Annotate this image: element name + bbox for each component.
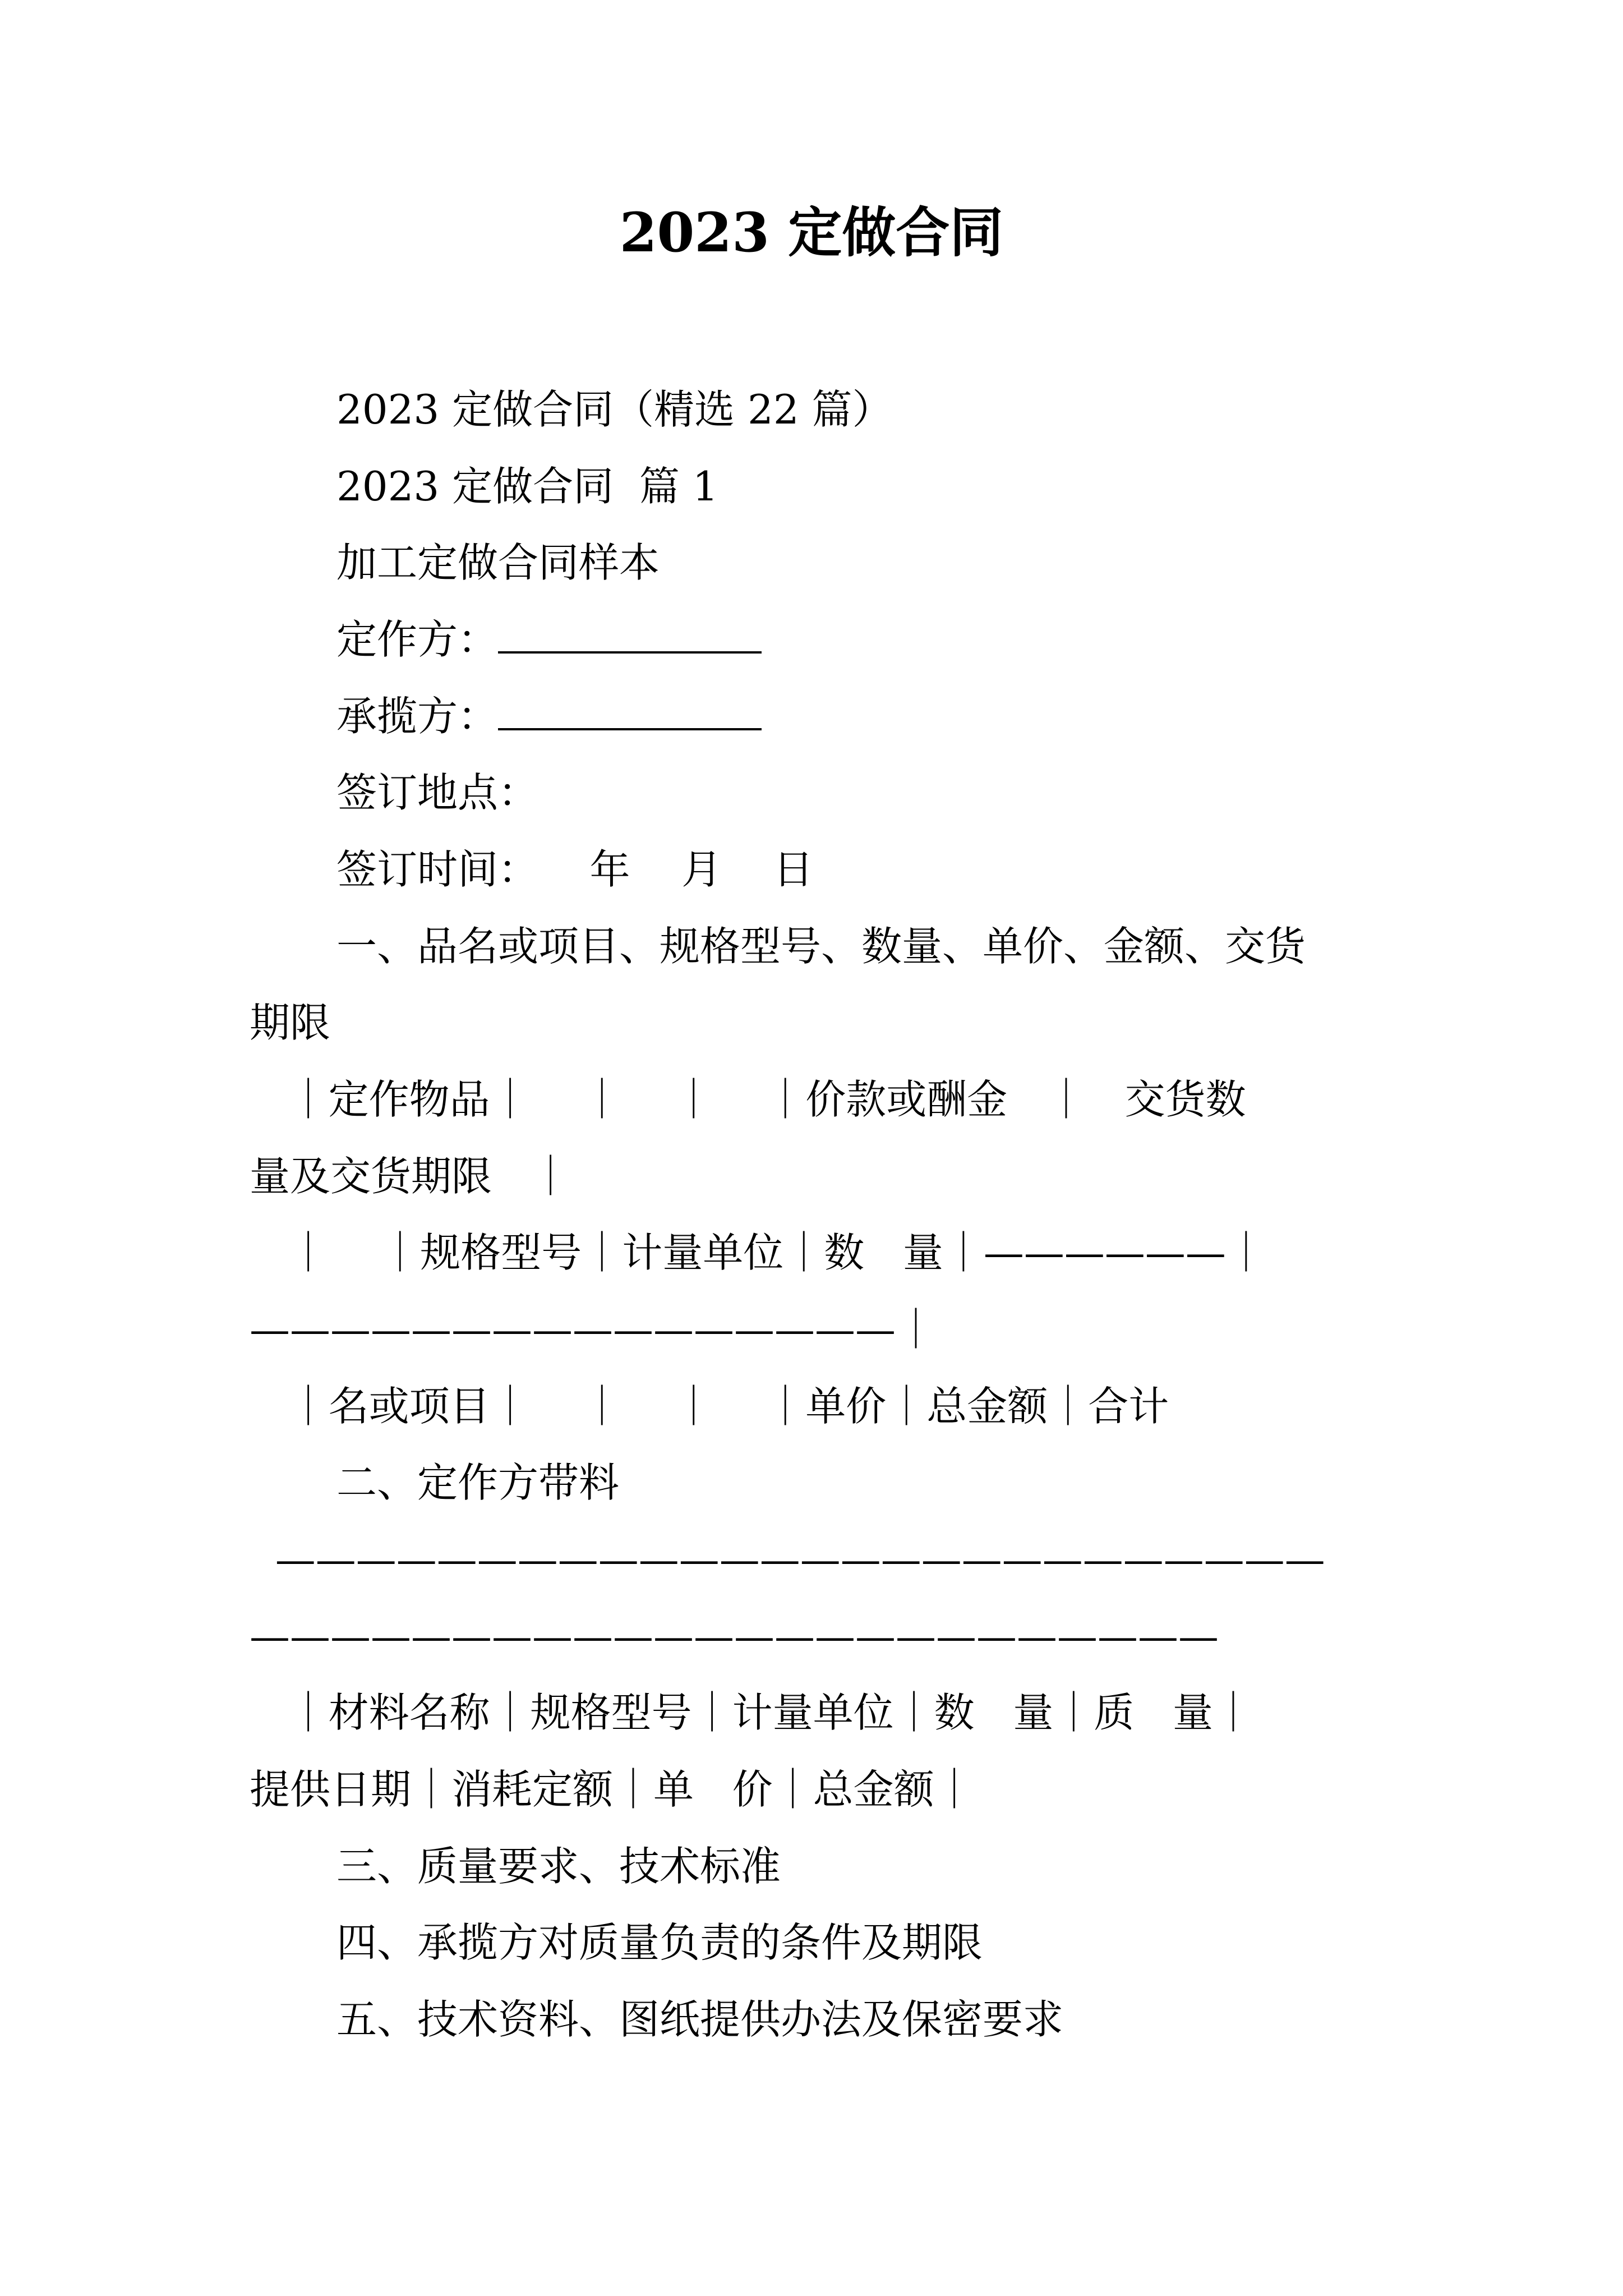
table-1-row-2-continued: ————————————————｜ bbox=[250, 1306, 936, 1353]
clause-3-line: 三、质量要求、技术标准 bbox=[336, 1843, 781, 1890]
table-2-rule: —————————————————————————— bbox=[250, 1536, 1325, 1583]
clause-1-line: 一、品名或项目、规格型号、数量、单价、金额、交货 bbox=[336, 923, 1306, 970]
subtitle-line: 2023 定做合同（精选 22 篇） bbox=[336, 386, 893, 433]
clause-5-line: 五、技术资料、图纸提供办法及保密要求 bbox=[336, 1996, 1064, 2043]
client-field bbox=[336, 614, 762, 665]
clause-4-line: 四、承揽方对质量负责的条件及期限 bbox=[336, 1919, 983, 1966]
contractor-blank bbox=[498, 693, 762, 730]
table-2-header: ｜材料名称｜规格型号｜计量单位｜数 量｜质 量｜ bbox=[250, 1689, 1253, 1736]
table-1-row-1-continued: 量及交货期限 ｜ bbox=[250, 1153, 571, 1200]
clause-2-line: 二、定作方带料 bbox=[336, 1459, 620, 1506]
table-1-row-1: ｜定作物品｜ ｜ ｜ ｜价款或酬金 ｜ 交货数 bbox=[250, 1076, 1246, 1123]
client-blank bbox=[498, 616, 762, 654]
section-heading: 2023 定做合同 篇 1 bbox=[336, 463, 718, 510]
table-2-rule-continued: ———————————————————————— bbox=[250, 1613, 1219, 1660]
signing-date-line: 签订时间： 年 月 日 bbox=[336, 846, 814, 893]
signing-place-line: 签订地点： bbox=[336, 769, 539, 816]
sample-heading: 加工定做合同样本 bbox=[336, 539, 660, 586]
client-label: 定作方： bbox=[336, 616, 499, 663]
clause-1-continued: 期限 bbox=[250, 999, 331, 1046]
table-1-row-3: ｜名或项目｜ ｜ ｜ ｜单价｜总金额｜合计 bbox=[250, 1383, 1169, 1430]
page-title: 2023 定做合同 bbox=[619, 201, 1004, 264]
contractor-label: 承揽方： bbox=[336, 693, 499, 740]
table-2-header-continued: 提供日期｜消耗定额｜单 价｜总金额｜ bbox=[250, 1766, 975, 1813]
contractor-field bbox=[336, 691, 762, 742]
table-1-row-2: ｜ ｜规格型号｜计量单位｜数 量｜——————｜ bbox=[250, 1229, 1266, 1276]
